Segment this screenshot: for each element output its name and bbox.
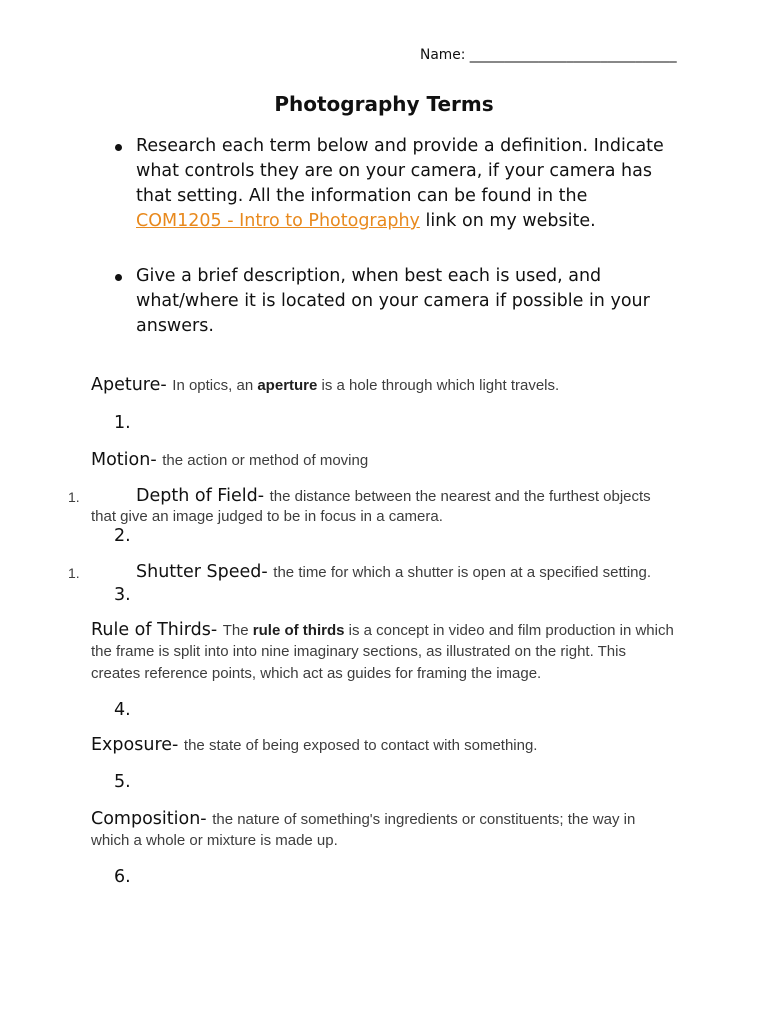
- term-label: Composition-: [91, 809, 207, 829]
- term-definition: the action or method of moving: [162, 452, 369, 469]
- course-link[interactable]: COM1205 - Intro to Photography: [136, 211, 420, 231]
- term-label: Motion-: [91, 450, 157, 470]
- term-shutter-speed: [136, 561, 651, 584]
- term-definition: the state of being exposed to contact with something.: [183, 737, 538, 754]
- definition-text: The: [222, 622, 249, 639]
- instruction-line: what controls they are on your camera, if your camera has: [136, 161, 652, 181]
- instruction-description: [136, 264, 650, 339]
- term-definition: the time for which a shutter is open at a specified setting.: [273, 564, 651, 581]
- answer-number: 4.: [114, 700, 131, 720]
- term-definition: [172, 377, 559, 394]
- term-composition: [91, 808, 635, 831]
- term-definition: the distance between the nearest and the furthest objects: [269, 488, 651, 505]
- instruction-link-line: [136, 209, 664, 234]
- term-motion: [91, 449, 368, 472]
- bullet-icon: [115, 144, 122, 151]
- definition-keyword: rule of thirds: [252, 622, 345, 639]
- name-label: Name:: [420, 47, 466, 63]
- definition-text: is a hole through which light travels.: [321, 377, 560, 394]
- term-label: Shutter Speed-: [136, 562, 268, 582]
- page-title: Photography Terms: [274, 92, 494, 116]
- definition-text: is a concept in video and film production in which: [348, 622, 674, 639]
- instruction-research: [136, 134, 664, 234]
- term-definition: [223, 622, 674, 639]
- link-trailing-text: link on my website.: [425, 211, 596, 231]
- name-field-line: [420, 45, 677, 65]
- list-marker: 1.: [68, 489, 80, 505]
- answer-number: 3.: [114, 585, 131, 605]
- term-depth-of-field: [136, 485, 651, 508]
- instruction-line: what/where it is located on your camera if possible in your: [136, 291, 650, 311]
- term-rule-of-thirds: [91, 619, 674, 642]
- term-label: Depth of Field-: [136, 486, 265, 506]
- term-label: Apeture-: [91, 375, 167, 395]
- term-aperture: [91, 374, 559, 397]
- term-definition-continued: that give an image judged to be in focus in a camera.: [91, 508, 443, 525]
- answer-number: 5.: [114, 772, 131, 792]
- term-label: Exposure-: [91, 735, 179, 755]
- term-exposure: [91, 734, 537, 757]
- definition-text: In optics, an: [172, 377, 254, 394]
- bullet-icon: [115, 274, 122, 281]
- term-definition-continued: which a whole or mixture is made up.: [91, 832, 338, 849]
- term-label: Rule of Thirds-: [91, 620, 218, 640]
- instruction-line: Give a brief description, when best each is used, and: [136, 266, 602, 286]
- term-definition-continued: the frame is split into into nine imaginary sections, as illustrated on the right. This: [91, 643, 626, 660]
- instruction-line: that setting. All the information can be found in the: [136, 186, 588, 206]
- term-definition-continued: creates reference points, which act as guides for framing the image.: [91, 665, 542, 682]
- name-blank-line: ______________________________: [469, 47, 677, 63]
- answer-number: 1.: [114, 413, 131, 433]
- definition-keyword: aperture: [257, 377, 318, 394]
- instruction-line: Research each term below and provide a definition. Indicate: [136, 136, 664, 156]
- list-marker: 1.: [68, 565, 80, 581]
- answer-number: 6.: [114, 867, 131, 887]
- instruction-line: answers.: [136, 316, 214, 336]
- term-definition: the nature of something's ingredients or constituents; the way in: [212, 811, 636, 828]
- answer-number: 2.: [114, 526, 131, 546]
